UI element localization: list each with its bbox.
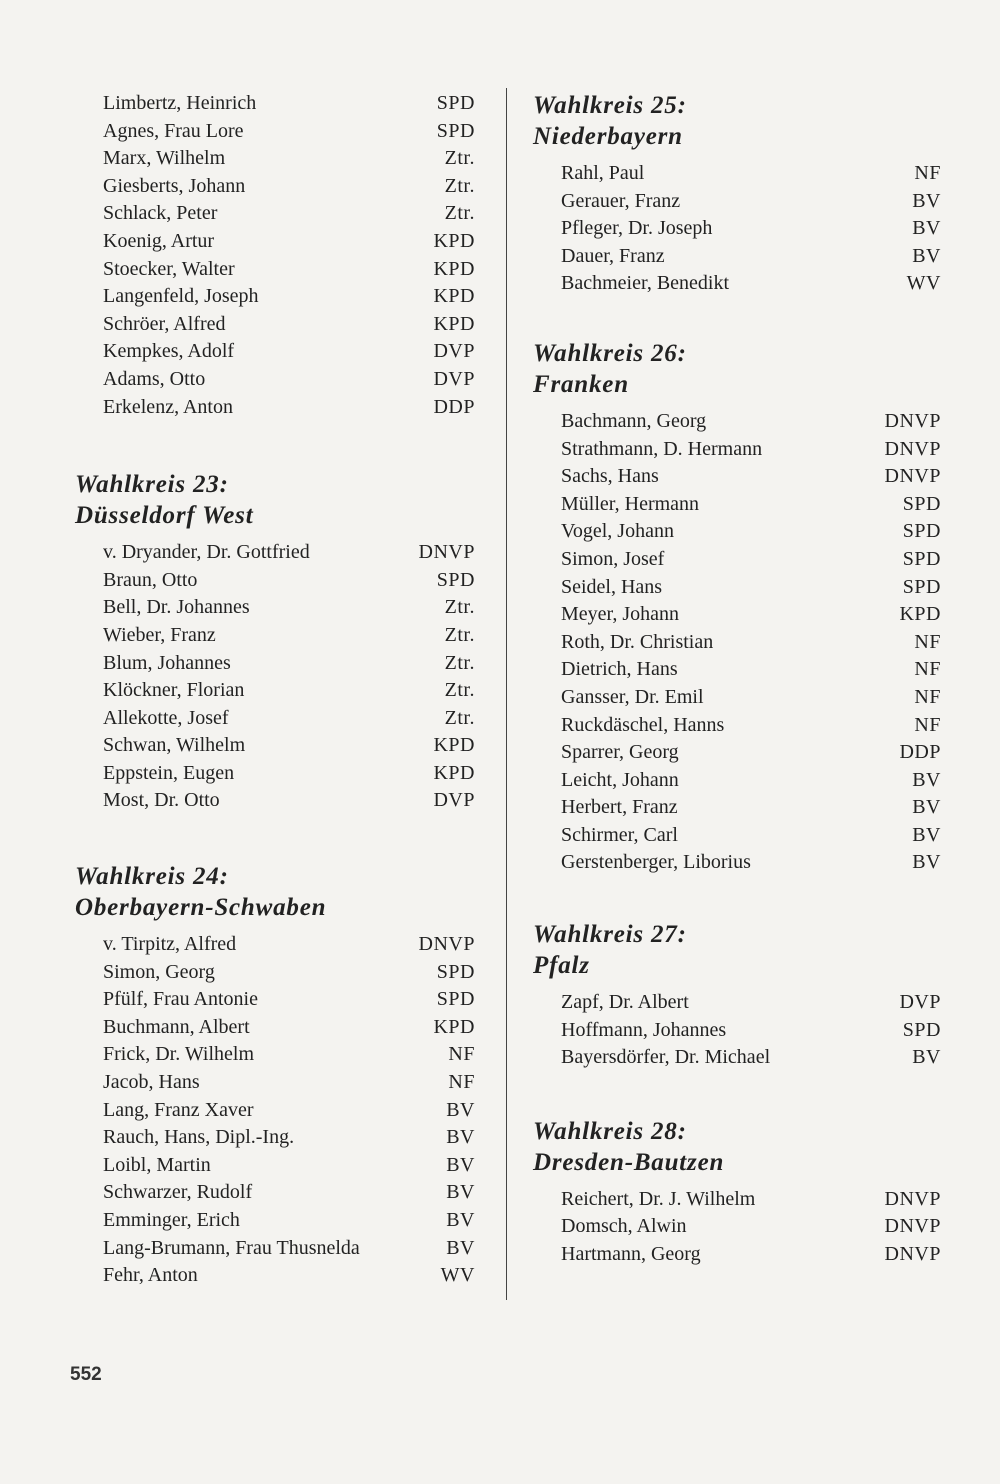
right-sections (533, 90, 941, 1269)
party-label: DDP (433, 395, 475, 418)
wahlkreis-section (533, 90, 941, 298)
member-entry (561, 849, 941, 877)
party-label: DDP (899, 741, 941, 764)
member-entry (103, 283, 475, 311)
party-label: KPD (899, 603, 941, 626)
member-name: Hartmann, Georg (561, 1243, 701, 1266)
member-name: Strathmann, D. Hermann (561, 437, 763, 460)
member-name: Bachmann, Georg (561, 409, 707, 432)
member-name: Langenfeld, Joseph (103, 285, 259, 308)
member-entry (103, 760, 475, 788)
member-entry (103, 1097, 475, 1125)
member-entry (103, 931, 475, 959)
member-entry (103, 787, 475, 815)
member-name: Pfleger, Dr. Joseph (561, 217, 713, 240)
wahlkreis-heading (533, 338, 941, 400)
party-label: DNVP (418, 541, 475, 564)
member-entry (561, 243, 941, 271)
wahlkreis-section (533, 919, 941, 1072)
member-name: Zapf, Dr. Albert (561, 991, 689, 1014)
member-name: Eppstein, Eugen (103, 761, 235, 784)
party-label: Ztr. (444, 706, 475, 729)
member-entry (103, 650, 475, 678)
party-label: BV (446, 1236, 475, 1259)
member-entry (103, 1124, 475, 1152)
member-entry (103, 622, 475, 650)
wahlkreis-section (75, 469, 475, 815)
member-name: Koenig, Artur (103, 229, 215, 252)
party-label: DNVP (884, 1243, 941, 1266)
member-name: Adams, Otto (103, 367, 206, 390)
party-label: NF (914, 658, 941, 681)
party-label: SPD (902, 1018, 941, 1041)
member-entry (561, 160, 941, 188)
party-label: Ztr. (444, 596, 475, 619)
party-label: NF (914, 713, 941, 736)
member-name: Schröer, Alfred (103, 312, 226, 335)
member-name: Rahl, Paul (561, 162, 645, 184)
member-name: Ruckdäschel, Hanns (561, 713, 725, 736)
member-name: Stoecker, Walter (103, 257, 235, 280)
member-entry (561, 656, 941, 684)
party-label: NF (448, 1071, 475, 1094)
member-name: Herbert, Franz (561, 796, 678, 819)
party-label: SPD (436, 988, 475, 1011)
member-name: Bachmeier, Benedikt (561, 272, 730, 295)
member-entry (103, 1041, 475, 1069)
member-entry (561, 574, 941, 602)
right-column (533, 90, 941, 1269)
member-name: Vogel, Johann (561, 520, 674, 543)
member-entry (561, 1017, 941, 1045)
party-label: KPD (433, 734, 475, 757)
left-sections (75, 469, 475, 1290)
member-entry (561, 712, 941, 740)
member-entry (561, 1241, 941, 1269)
member-list (533, 408, 941, 877)
member-entry (103, 1069, 475, 1097)
member-name: Gerstenberger, Liborius (561, 851, 751, 874)
member-entry (561, 794, 941, 822)
party-label: BV (912, 796, 941, 819)
party-label: BV (912, 244, 941, 267)
member-name: Jacob, Hans (103, 1071, 200, 1094)
party-label: DNVP (884, 437, 941, 460)
member-entry (103, 366, 475, 394)
member-entry (561, 436, 941, 464)
party-label: SPD (436, 92, 475, 114)
wahlkreis-section (75, 861, 475, 1290)
member-entry (103, 338, 475, 366)
member-entry (561, 1044, 941, 1072)
member-entry (561, 463, 941, 491)
member-entry (103, 732, 475, 760)
party-label: SPD (436, 960, 475, 983)
member-entry (561, 1213, 941, 1241)
party-label: KPD (433, 312, 475, 335)
member-name: Buchmann, Albert (103, 1015, 250, 1038)
member-list (75, 931, 475, 1290)
column-divider (506, 88, 507, 1300)
party-label: BV (446, 1209, 475, 1231)
party-label: BV (912, 851, 941, 874)
member-name: Dauer, Franz (561, 244, 665, 267)
party-label: SPD (436, 568, 475, 591)
party-label: SPD (436, 119, 475, 142)
party-label: Ztr. (444, 623, 475, 646)
party-label: KPD (433, 285, 475, 308)
party-label: NF (914, 630, 941, 653)
party-label: BV (446, 1153, 475, 1176)
member-name: Simon, Georg (103, 960, 215, 983)
member-name: Schlack, Peter (103, 202, 218, 225)
member-name: Klöckner, Florian (103, 679, 245, 702)
party-label: NF (914, 162, 941, 184)
member-entry (103, 311, 475, 339)
party-label: BV (446, 1126, 475, 1149)
member-name: Schwan, Wilhelm (103, 734, 246, 757)
wahlkreis-region: Pfalz (533, 952, 590, 980)
member-name: Sparrer, Georg (561, 741, 679, 764)
member-entry (103, 228, 475, 256)
member-entry (103, 567, 475, 595)
member-entry (103, 677, 475, 705)
party-label: NF (914, 685, 941, 708)
party-label: DVP (433, 789, 475, 812)
wahlkreis-section (533, 338, 941, 877)
party-label: Ztr. (444, 174, 475, 197)
party-label: KPD (433, 1015, 475, 1038)
member-entry (561, 1186, 941, 1214)
member-name: v. Dryander, Dr. Gottfried (103, 541, 310, 564)
member-entry (561, 270, 941, 298)
party-label: BV (912, 1046, 941, 1069)
wahlkreis-heading (533, 90, 941, 152)
party-label: DVP (433, 367, 475, 390)
member-entry (103, 594, 475, 622)
party-label: BV (912, 217, 941, 240)
member-entry (561, 739, 941, 767)
party-label: DVP (433, 340, 475, 363)
member-entry (103, 200, 475, 228)
member-list (533, 989, 941, 1072)
member-entry (561, 491, 941, 519)
party-label: SPD (902, 492, 941, 515)
member-name: Allekotte, Josef (103, 706, 229, 729)
member-entry (103, 959, 475, 987)
member-entry (103, 986, 475, 1014)
member-name: Marx, Wilhelm (103, 147, 226, 170)
wahlkreis-region: Franken (533, 370, 629, 398)
wahlkreis-number: Wahlkreis 28: (533, 1117, 687, 1145)
member-name: Leicht, Johann (561, 768, 679, 791)
member-name: Roth, Dr. Christian (561, 630, 714, 653)
member-name: Domsch, Alwin (561, 1215, 687, 1238)
member-entry (561, 684, 941, 712)
party-label: BV (446, 1098, 475, 1121)
wahlkreis-number: Wahlkreis 25: (533, 92, 687, 119)
member-entry (561, 546, 941, 574)
member-entry (561, 188, 941, 216)
party-label: Ztr. (444, 651, 475, 674)
carryover-entry-list (75, 90, 475, 421)
wahlkreis-number: Wahlkreis 24: (75, 863, 229, 891)
member-entry (561, 767, 941, 795)
member-name: Emminger, Erich (103, 1209, 240, 1231)
member-name: Rauch, Hans, Dipl.-Ing. (103, 1126, 295, 1149)
member-entry (103, 1152, 475, 1180)
party-label: KPD (433, 257, 475, 280)
member-entry (561, 601, 941, 629)
member-entry (103, 173, 475, 201)
member-name: Gerauer, Franz (561, 189, 681, 212)
member-name: Fehr, Anton (103, 1264, 198, 1287)
member-name: Braun, Otto (103, 568, 198, 591)
wahlkreis-number: Wahlkreis 23: (75, 471, 229, 499)
member-entry (103, 705, 475, 733)
member-name: Simon, Josef (561, 547, 665, 570)
party-label: Ztr. (444, 679, 475, 702)
member-name: Reichert, Dr. J. Wilhelm (561, 1187, 756, 1210)
wahlkreis-heading (533, 919, 941, 981)
member-name: Kempkes, Adolf (103, 340, 235, 363)
party-label: DVP (899, 991, 941, 1014)
member-list (533, 160, 941, 298)
party-label: WV (906, 272, 941, 295)
member-name: Limbertz, Heinrich (103, 92, 257, 114)
party-label: Ztr. (444, 202, 475, 225)
member-entry (103, 118, 475, 146)
member-name: Giesberts, Johann (103, 174, 246, 197)
party-label: SPD (902, 575, 941, 598)
member-name: Bayersdörfer, Dr. Michael (561, 1046, 771, 1069)
member-name: Gansser, Dr. Emil (561, 685, 704, 708)
member-entry (103, 145, 475, 173)
wahlkreis-section (533, 1116, 941, 1269)
wahlkreis-region: Dresden-Bautzen (533, 1148, 725, 1176)
member-list (75, 539, 475, 815)
wahlkreis-heading (75, 469, 475, 531)
party-label: DNVP (884, 465, 941, 488)
wahlkreis-heading (533, 1116, 941, 1178)
member-name: Most, Dr. Otto (103, 789, 220, 812)
wahlkreis-region: Oberbayern-Schwaben (75, 894, 327, 922)
member-name: Wieber, Franz (103, 623, 216, 646)
member-list (533, 1186, 941, 1269)
member-entry (103, 1014, 475, 1042)
member-name: Schwarzer, Rudolf (103, 1181, 253, 1204)
member-name: Loibl, Martin (103, 1153, 211, 1176)
party-label: SPD (902, 520, 941, 543)
party-label: BV (912, 768, 941, 791)
member-entry (561, 989, 941, 1017)
wahlkreis-region: Düsseldorf West (75, 502, 254, 530)
member-name: Hoffmann, Johannes (561, 1018, 727, 1041)
member-entry (561, 629, 941, 657)
left-column (75, 90, 475, 1290)
member-entry (561, 822, 941, 850)
member-name: Erkelenz, Anton (103, 395, 233, 418)
member-name: Lang-Brumann, Frau Thusnelda (103, 1236, 360, 1259)
member-entry (103, 1179, 475, 1207)
wahlkreis-region: Niederbayern (533, 123, 683, 150)
party-label: DNVP (418, 933, 475, 956)
member-entry (103, 1262, 475, 1290)
member-entry (103, 394, 475, 422)
member-name: Schirmer, Carl (561, 823, 678, 846)
party-label: WV (440, 1264, 475, 1287)
member-entry (103, 90, 475, 118)
member-name: Blum, Johannes (103, 651, 231, 674)
member-entry (103, 256, 475, 284)
member-name: Sachs, Hans (561, 465, 659, 488)
member-name: Müller, Hermann (561, 492, 700, 515)
member-entry (103, 539, 475, 567)
party-label: BV (446, 1181, 475, 1204)
party-label: SPD (902, 547, 941, 570)
member-name: v. Tirpitz, Alfred (103, 933, 237, 956)
party-label: Ztr. (444, 147, 475, 170)
member-entry (103, 1207, 475, 1235)
member-name: Seidel, Hans (561, 575, 663, 598)
member-name: Agnes, Frau Lore (103, 119, 244, 142)
party-label: KPD (433, 229, 475, 252)
party-label: BV (912, 823, 941, 846)
party-label: DNVP (884, 1215, 941, 1238)
member-name: Pfülf, Frau Antonie (103, 988, 258, 1011)
member-name: Meyer, Johann (561, 603, 680, 626)
member-entry (561, 518, 941, 546)
party-label: DNVP (884, 1187, 941, 1210)
member-name: Dietrich, Hans (561, 658, 678, 681)
party-label: BV (912, 189, 941, 212)
party-label: NF (448, 1043, 475, 1066)
member-entry (561, 408, 941, 436)
page-number: 552 (70, 1364, 102, 1385)
wahlkreis-number: Wahlkreis 27: (533, 921, 687, 949)
member-name: Lang, Franz Xaver (103, 1098, 254, 1121)
wahlkreis-number: Wahlkreis 26: (533, 339, 687, 367)
member-name: Bell, Dr. Johannes (103, 596, 250, 619)
wahlkreis-heading (75, 861, 475, 923)
member-entry (561, 215, 941, 243)
party-label: DNVP (884, 409, 941, 432)
party-label: KPD (433, 761, 475, 784)
member-name: Frick, Dr. Wilhelm (103, 1043, 255, 1066)
member-entry (103, 1235, 475, 1263)
